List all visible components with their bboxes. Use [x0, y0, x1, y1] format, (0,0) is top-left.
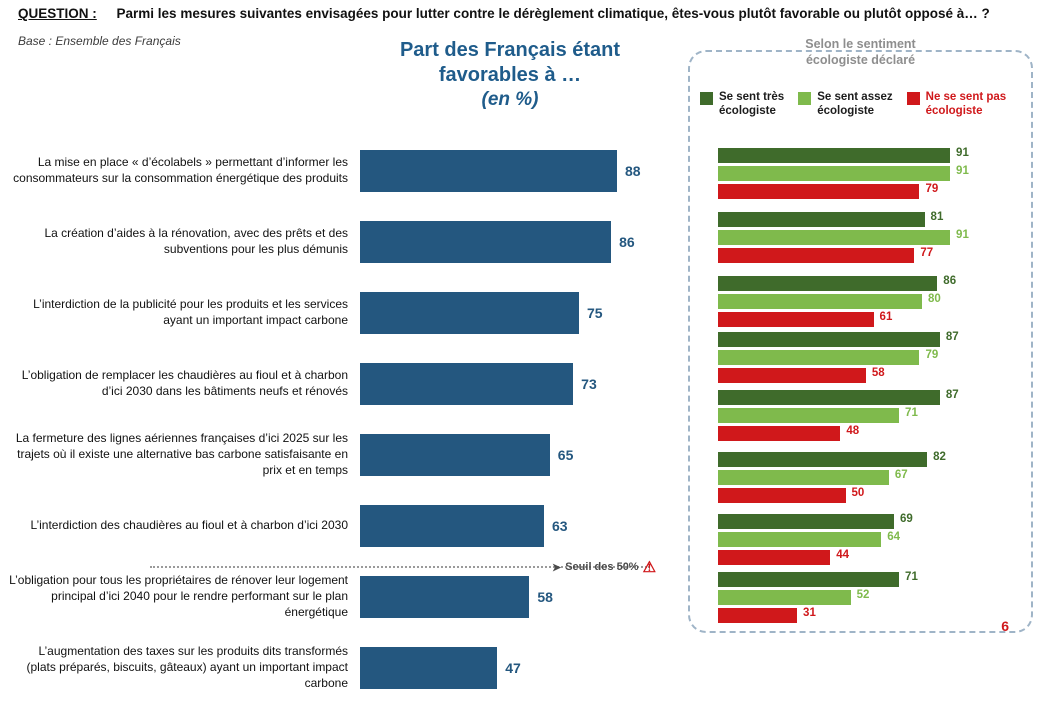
mini-row	[718, 488, 1018, 503]
threshold-label	[552, 558, 656, 576]
mini-bar-pas-ecologiste	[718, 608, 797, 623]
mini-bar-value: 87	[945, 331, 959, 343]
sentiment-group	[718, 572, 1018, 626]
main-bar	[360, 576, 529, 618]
row-label: L’interdiction de la publicité pour les produits et les services ayant un important impact carbone	[33, 297, 348, 327]
question-label: QUESTION :	[18, 6, 97, 21]
mini-bar-value: 86	[943, 275, 957, 287]
row-label: L’obligation pour tous les propriétaires de rénover leur logement principal d’ici 2040 pour le rendre performant sur le plan énergétique	[9, 573, 348, 619]
main-bar-value: 88	[624, 163, 641, 179]
mini-row	[718, 390, 1018, 405]
mini-bar-value: 52	[856, 589, 870, 601]
mini-bar-pas-ecologiste	[718, 248, 914, 263]
mini-row	[718, 166, 1018, 181]
mini-row	[718, 572, 1018, 587]
legend-item	[907, 90, 1007, 119]
sentiment-group	[718, 514, 1018, 568]
legend-swatch-assez-ecologiste	[798, 92, 811, 105]
main-bar	[360, 434, 550, 476]
bar-area	[360, 495, 660, 557]
mini-bar-assez-ecologiste	[718, 166, 950, 181]
mini-row	[718, 452, 1018, 467]
mini-bar-pas-ecologiste	[718, 550, 830, 565]
legend-item	[798, 90, 892, 119]
mini-row	[718, 212, 1018, 227]
mini-bar-value: 71	[905, 571, 918, 583]
mini-bar-pas-ecologiste	[718, 184, 919, 199]
main-bar	[360, 221, 611, 263]
mini-bar-tres-ecologiste	[718, 514, 894, 529]
main-bar-value: 86	[619, 234, 635, 250]
bar-area	[360, 211, 660, 273]
page-number: 6	[1001, 618, 1009, 634]
warning-icon: ⚠	[642, 559, 657, 576]
sentiment-group	[718, 276, 1018, 330]
mini-row	[718, 312, 1018, 327]
row-label: L’obligation de remplacer les chaudières au fioul et à charbon d’ici 2030 dans les bâtiments neufs et rénovés	[21, 368, 348, 398]
mini-bar-value: 50	[851, 487, 865, 499]
mini-bar-value: 91	[956, 165, 969, 177]
mini-bar-value: 44	[836, 549, 849, 561]
mini-row	[718, 248, 1018, 263]
mini-bar-assez-ecologiste	[718, 294, 922, 309]
legend-item	[700, 90, 784, 119]
legend-swatch-tres-ecologiste	[700, 92, 713, 105]
left-chart-title-line2: favorables à …	[438, 64, 582, 86]
bar-area	[360, 140, 660, 202]
row-label: La fermeture des lignes aériennes françaises d’ici 2025 sur les trajets où il existe une alternative bas carbone satisfaisante en prix et en temps	[15, 431, 348, 477]
sentiment-group	[718, 390, 1018, 444]
main-bar	[360, 505, 544, 547]
main-bar-value: 75	[587, 305, 603, 321]
legend-label-line2: écologiste	[719, 105, 776, 118]
left-chart-title-line1: Part des Français étant	[399, 39, 621, 61]
mini-row	[718, 148, 1018, 163]
mini-bar-value: 80	[928, 293, 941, 305]
mini-row	[718, 350, 1018, 365]
legend-label-line1: Se sent assez	[817, 91, 893, 103]
sentiment-group	[718, 212, 1018, 266]
right-chart-title-line2: écologiste déclaré	[805, 53, 916, 68]
legend-label-tres-ecologiste	[719, 90, 784, 119]
mini-bar-value: 64	[887, 531, 900, 543]
mini-bar-tres-ecologiste	[718, 148, 950, 163]
bar-area	[360, 424, 660, 486]
mini-bar-assez-ecologiste	[718, 532, 881, 547]
mini-bar-assez-ecologiste	[718, 230, 950, 245]
bar-area	[360, 353, 660, 415]
main-bar-value: 65	[557, 447, 574, 463]
legend-label-line1: Ne se sent pas	[925, 91, 1007, 103]
mini-bar-tres-ecologiste	[718, 572, 899, 587]
main-bar	[360, 292, 579, 334]
mini-bar-value: 87	[945, 389, 959, 401]
mini-row	[718, 408, 1018, 423]
legend-label-line2: écologiste	[817, 105, 875, 118]
sentiment-group	[718, 452, 1018, 506]
mini-bar-pas-ecologiste	[718, 488, 846, 503]
main-bar-value: 63	[551, 518, 568, 534]
row-label: La création d’aides à la rénovation, avec des prêts et des subventions pour les plus démunis	[44, 226, 348, 256]
mini-bar-tres-ecologiste	[718, 212, 925, 227]
main-bar-value: 73	[581, 376, 597, 392]
row-label: La mise en place « d’écolabels » permettant d’informer les consommateurs sur la consommation énergétique des produits	[13, 155, 348, 185]
row-label: L’interdiction des chaudières au fioul et à charbon d’ici 2030	[30, 518, 348, 533]
mini-bar-assez-ecologiste	[718, 590, 851, 605]
mini-row	[718, 550, 1018, 565]
mini-bar-value: 79	[925, 349, 939, 361]
mini-bar-pas-ecologiste	[718, 426, 840, 441]
mini-bar-value: 58	[871, 367, 885, 379]
mini-row	[718, 332, 1018, 347]
base-label: Base : Ensemble des Français	[18, 34, 181, 48]
mini-bar-tres-ecologiste	[718, 390, 940, 405]
mini-bar-pas-ecologiste	[718, 312, 874, 327]
legend-label-pas-ecologiste	[926, 90, 1007, 119]
legend-swatch-pas-ecologiste	[907, 92, 920, 105]
mini-bar-value: 71	[905, 407, 918, 419]
mini-row	[718, 532, 1018, 547]
mini-bar-value: 48	[846, 425, 860, 437]
mini-row	[718, 276, 1018, 291]
bar-area	[360, 282, 660, 344]
legend	[700, 90, 1030, 119]
sentiment-group	[718, 332, 1018, 386]
mini-bar-assez-ecologiste	[718, 470, 889, 485]
mini-bar-value: 31	[803, 607, 816, 619]
mini-row	[718, 294, 1018, 309]
legend-label-line2: écologiste	[925, 105, 983, 118]
left-chart-title	[360, 38, 660, 112]
mini-bar-value: 69	[899, 513, 913, 525]
mini-row	[718, 426, 1018, 441]
main-bar-value: 47	[505, 660, 521, 676]
mini-bar-tres-ecologiste	[718, 452, 927, 467]
mini-bar-value: 81	[930, 211, 944, 223]
mini-bar-value: 67	[894, 469, 908, 481]
question-text: Parmi les mesures suivantes envisagées pour lutter contre le dérèglement climatique, êtes-vous plutôt favorable ou plutôt opposé à… ?	[116, 6, 990, 21]
mini-bar-pas-ecologiste	[718, 368, 866, 383]
mini-bar-assez-ecologiste	[718, 408, 899, 423]
mini-bar-value: 91	[956, 147, 969, 159]
mini-bar-tres-ecologiste	[718, 276, 937, 291]
mini-bar-assez-ecologiste	[718, 350, 919, 365]
mini-bar-value: 91	[956, 229, 969, 241]
legend-label-line1: Se sent très	[719, 91, 785, 103]
mini-bar-value: 79	[925, 183, 939, 195]
legend-label-assez-ecologiste	[817, 90, 892, 119]
mini-bar-tres-ecologiste	[718, 332, 940, 347]
main-bar	[360, 363, 573, 405]
question-header	[18, 6, 1037, 21]
mini-row	[718, 590, 1018, 605]
mini-row	[718, 368, 1018, 383]
mini-bar-value: 77	[920, 247, 934, 259]
threshold-text: Seuil des 50%	[565, 561, 639, 573]
mini-row	[718, 514, 1018, 529]
mini-row	[718, 184, 1018, 199]
right-chart-title-line1: Selon le sentiment	[805, 37, 916, 51]
sentiment-group	[718, 148, 1018, 202]
bar-area	[360, 637, 660, 699]
mini-row	[718, 470, 1018, 485]
main-bar-value: 58	[537, 589, 553, 605]
chart-row	[0, 637, 1047, 699]
row-label: L’augmentation des taxes sur les produits dits transformés (plats préparés, biscuits, gâteaux) ayant un important impact carbone	[26, 644, 348, 690]
mini-row	[718, 230, 1018, 245]
mini-bar-value: 82	[933, 451, 946, 463]
main-bar	[360, 150, 617, 192]
left-chart-title-unit: (en %)	[481, 89, 539, 110]
mini-row	[718, 608, 1018, 623]
main-bar	[360, 647, 497, 689]
mini-bar-value: 61	[879, 311, 893, 323]
threshold-marker-icon: ➤	[552, 561, 562, 574]
